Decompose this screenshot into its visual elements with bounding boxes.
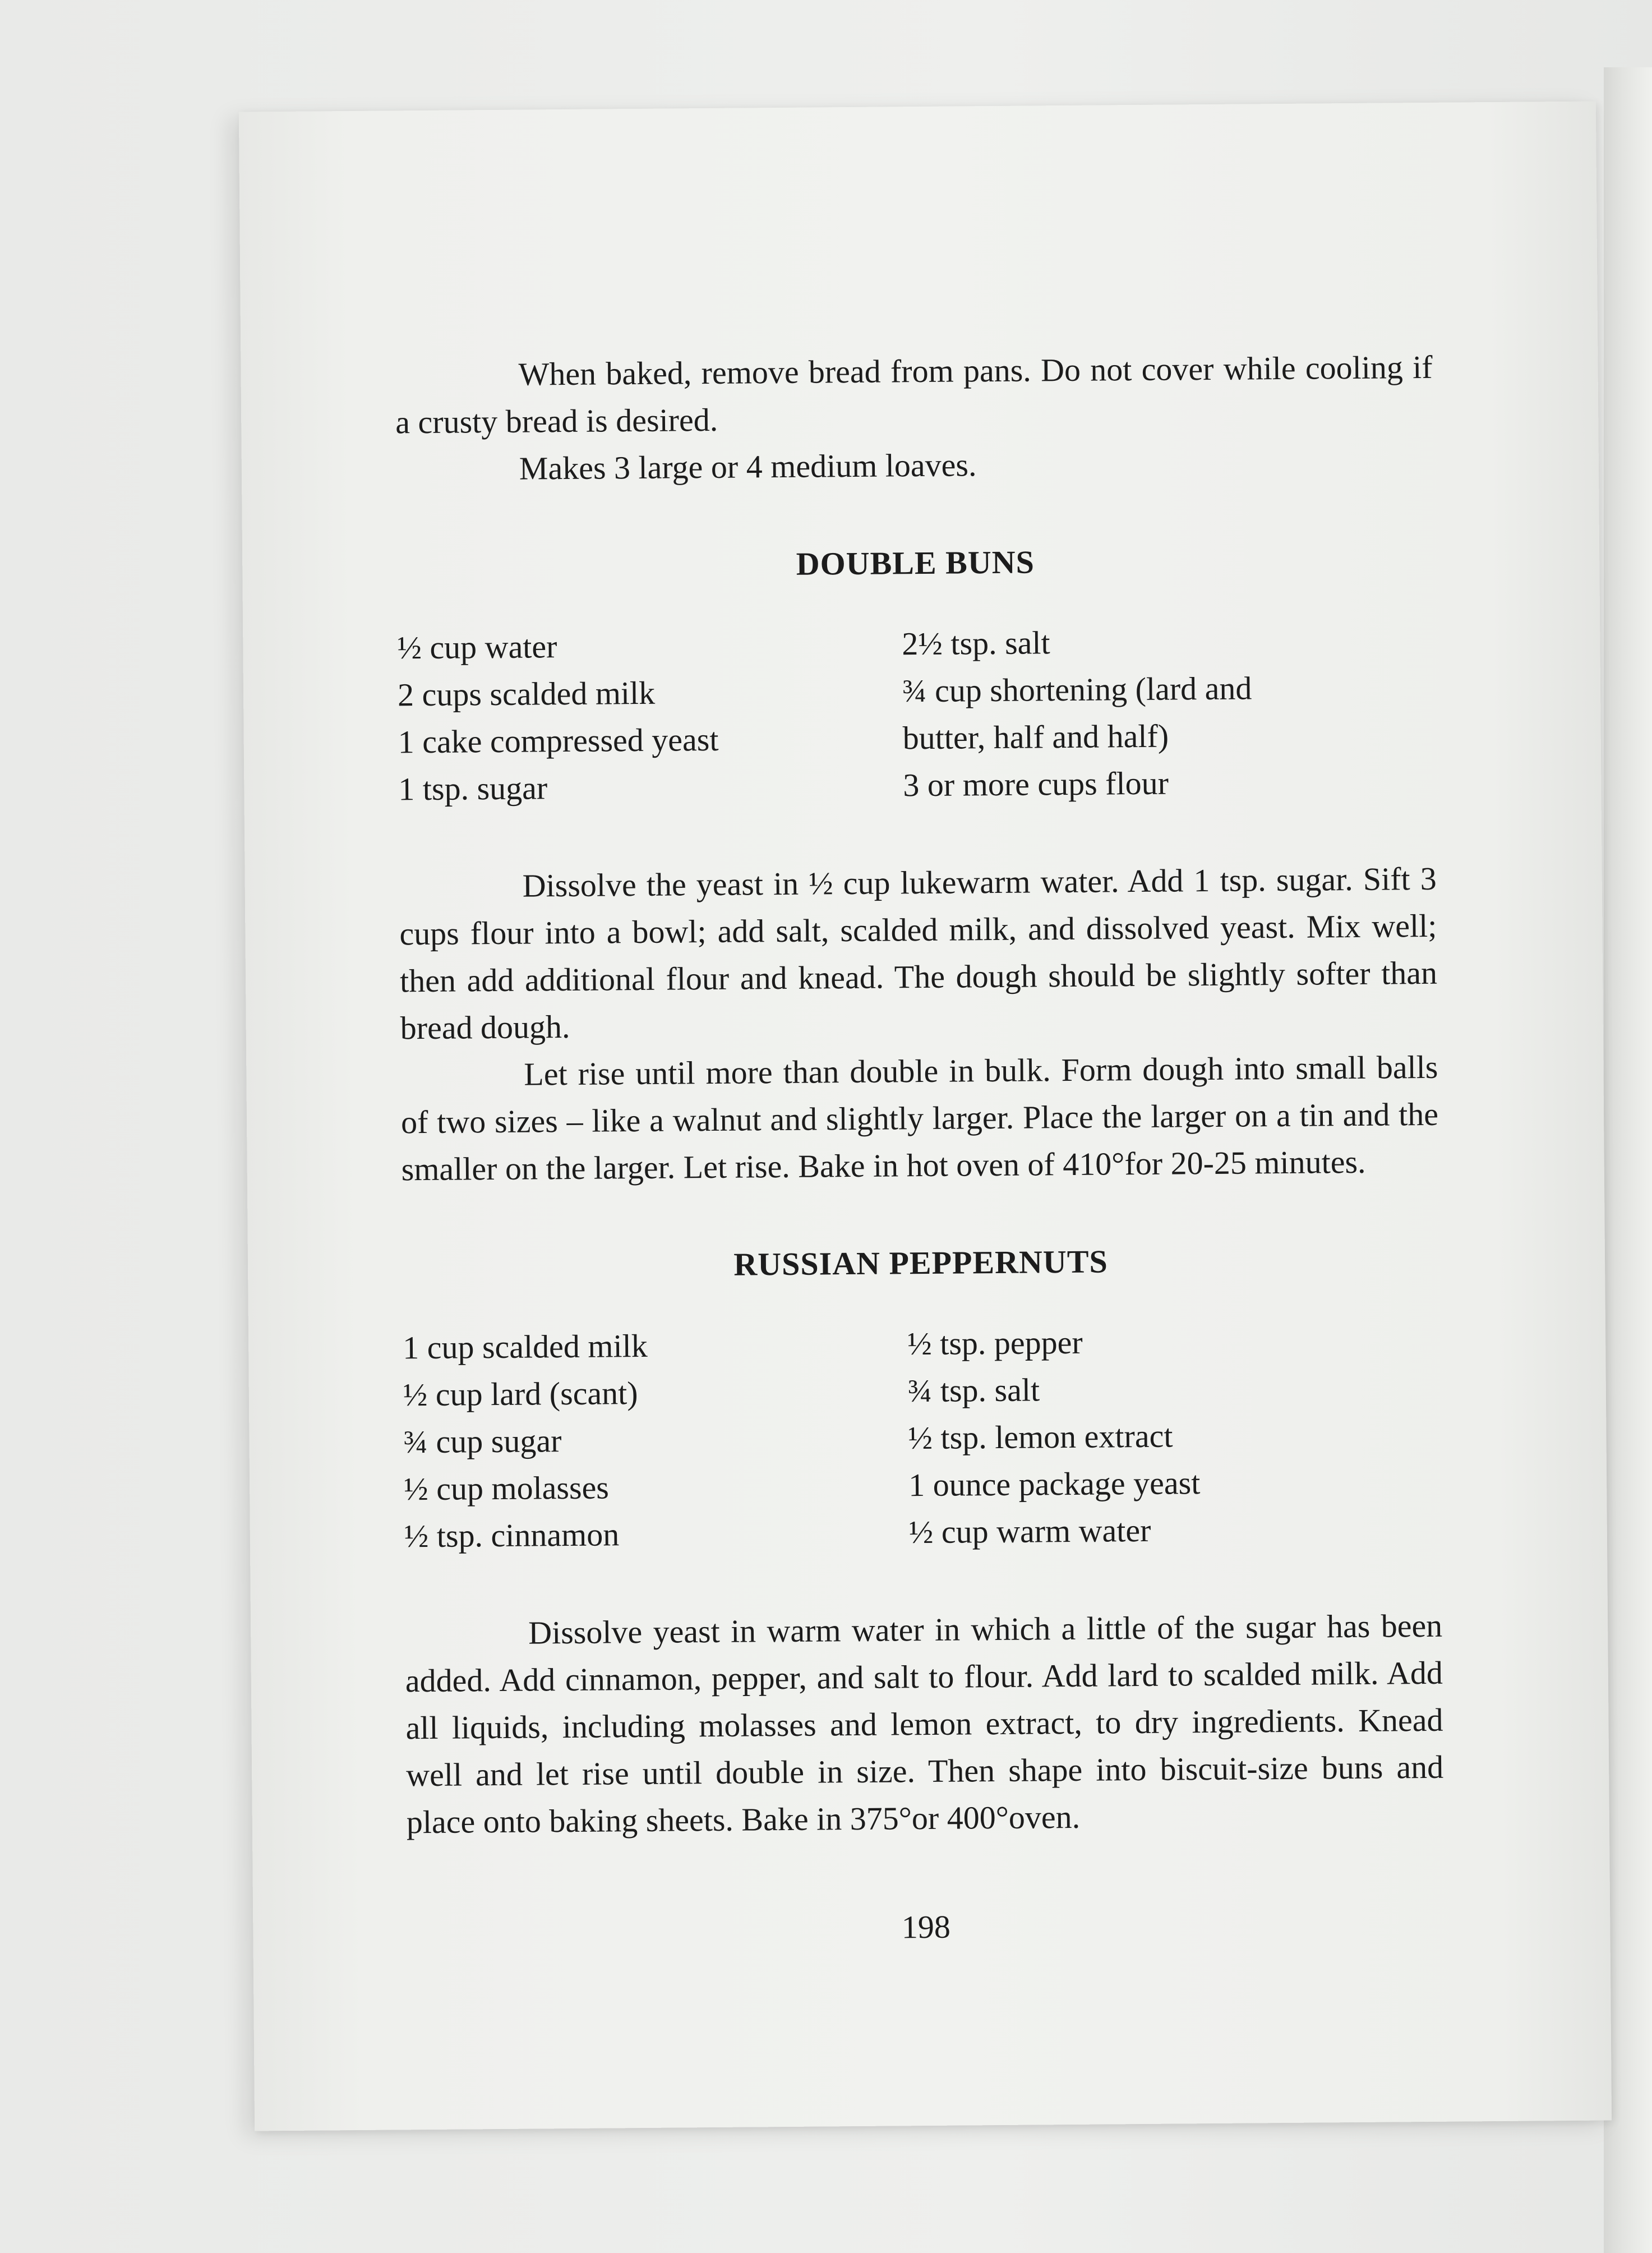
ingredient-item: ¾ cup shortening (lard and (902, 670, 1252, 709)
intro-paragraph: When baked, remove bread from pans. Do not cover while cooling if a crusty bread is desired. (395, 348, 1433, 441)
ingredient-list-russian-peppernuts (403, 1316, 1442, 1560)
directions-paragraph: Let rise until more than double in bulk. Form dough into small balls of two sizes – like a walnut and slightly larger. Place the larger on a tin and the smaller on the larger. Let rise. Bake in hot oven of 410°for 20-25 minutes. (400, 1048, 1439, 1188)
yield-note: Makes 3 large or 4 medium loaves. (519, 446, 977, 487)
ingredient-list-double-buns (397, 616, 1436, 813)
ingredient-item: ¾ cup sugar (403, 1422, 562, 1460)
ingredient-item: ½ tsp. cinnamon (404, 1516, 620, 1555)
ingredient-item: 1 cake compressed yeast (398, 721, 719, 761)
directions-paragraph: Dissolve yeast in warm water in which a little of the sugar has been added. Add cinnamon, pepper, and salt to flour. Add lard to scalded milk. Add all liquids, including molasses and lemon extract, to dry ingredients. Knead well and let rise until double in size. Then shape into biscuit-size buns and place onto baking sheets. Bake in 375°or 400°oven. (405, 1607, 1444, 1841)
ingredient-item: 2 cups scalded milk (397, 674, 656, 713)
recipe-title-russian-peppernuts: RUSSIAN PEPPERNUTS (733, 1243, 1108, 1283)
ingredient-item: ½ cup water (397, 628, 557, 666)
ingredient-column-right (902, 616, 1436, 809)
recipe-title-double-buns: DOUBLE BUNS (796, 543, 1035, 582)
ingredient-item: ½ tsp. pepper (907, 1324, 1083, 1362)
next-page-edge (1604, 67, 1652, 2253)
ingredient-column-left (403, 1320, 909, 1560)
ingredient-item: ½ cup warm water (908, 1512, 1151, 1551)
ingredient-column-right (907, 1316, 1442, 1556)
ingredient-column-left (397, 620, 903, 813)
ingredient-item: 1 cup scalded milk (402, 1327, 648, 1366)
ingredient-item: 1 ounce package yeast (908, 1464, 1201, 1504)
ingredient-item: ½ tsp. lemon extract (908, 1417, 1173, 1457)
ingredient-item: 2½ tsp. salt (902, 624, 1050, 662)
ingredient-item: 3 or more cups flour (903, 764, 1169, 804)
ingredient-item: butter, half and half) (902, 717, 1169, 757)
page-content (395, 344, 1445, 1955)
ingredient-item: ½ cup molasses (403, 1469, 610, 1508)
ingredient-item: ¾ tsp. salt (907, 1371, 1040, 1409)
directions-paragraph: Dissolve the yeast in ½ cup lukewarm water. Add 1 tsp. sugar. Sift 3 cups flour into a bowl; add salt, scalded milk, and dissolved yeast. Mix well; then add additional flour and knead. The dough should be slightly softer than bread dough. (399, 860, 1438, 1047)
page-number: 198 (901, 1908, 951, 1946)
ingredient-item: 1 tsp. sugar (398, 770, 548, 808)
book-page (239, 102, 1612, 2131)
ingredient-item: ½ cup lard (scant) (403, 1375, 638, 1413)
